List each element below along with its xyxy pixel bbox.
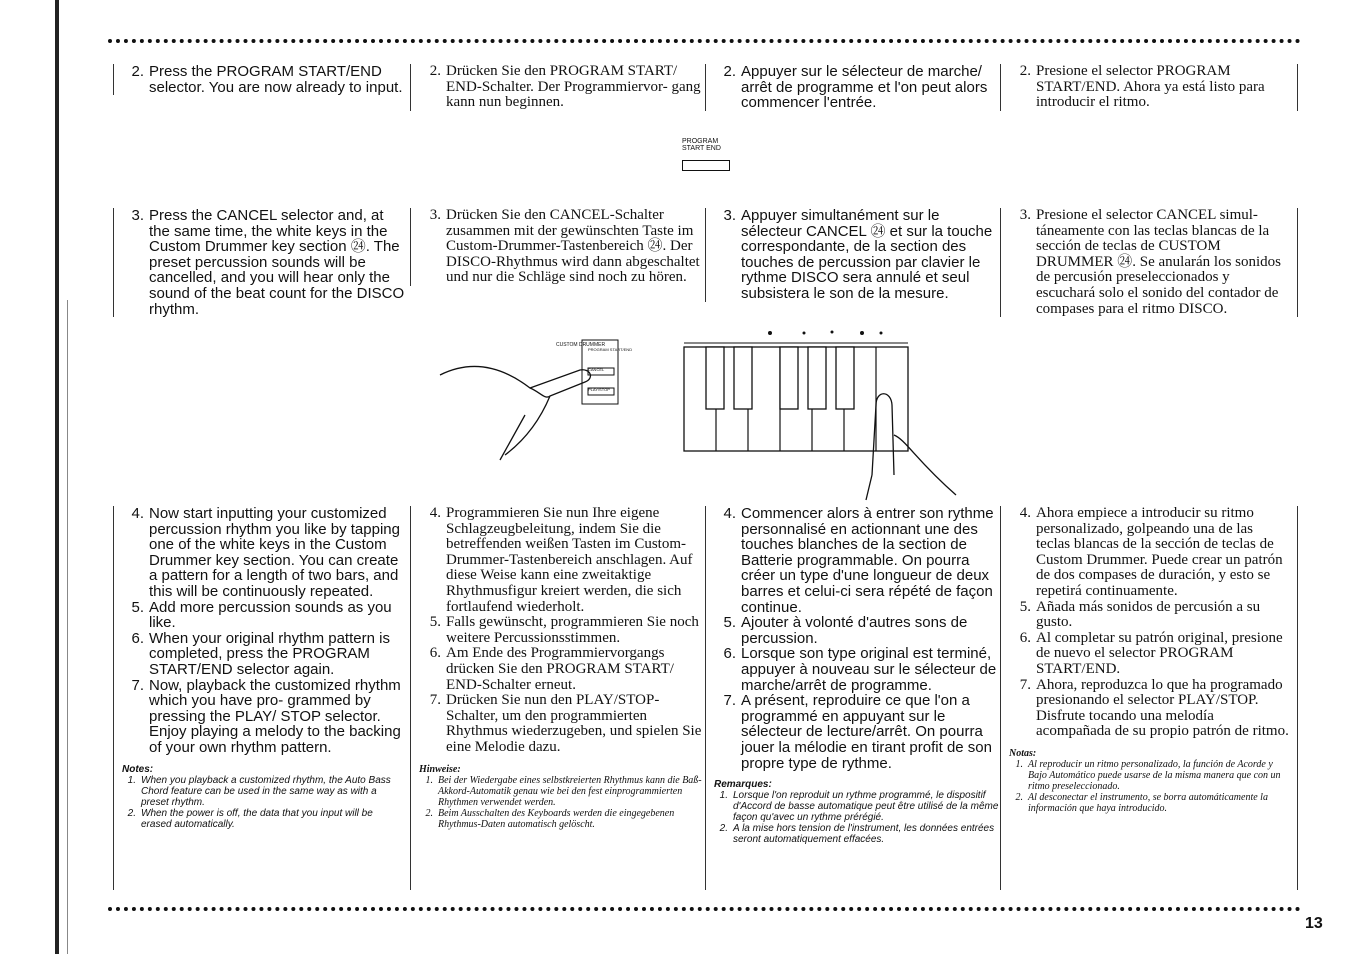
binding-edge xyxy=(55,0,59,954)
en-steps-4-7: 4. Now start inputting your customized percussion rhythm you like by tapping one of the white keys in the Custom Drummer key section. You can create a pattern for a length of two bars, and this will be continuously repeated. 5. Add more percussion sounds as you like. 6. When your original rhythm pattern is completed, press the PROGRAM START/END selector again. 7. Now, playback the customized rhythm which you have pro- grammed by pressing the PLAY/ STOP selector. Enjoy playing a melody to the backing of your own rhythm pattern. Notes: 1. When you playback a customized rhythm, the Auto Bass Chord feature can be used in the same way as with a preset rhythm. 2. When the power is off, the data that you input will be erased automatically. xyxy=(113,506,405,890)
de-steps-4-7: 4. Programmieren Sie nun Ihre eigene Schlagzeugbeleitung, indem Sie die betreffenden weißen Tasten im Custom-Drummer-Tastenbereich anschlagen. Auf diese Weise kann eine zweitaktige Rhythmusfigur kreiert werden, die sich fortlaufend wiederholt. 5. Falls gewünscht, programmieren Sie noch weitere Percussionsstimmen. 6. Am Ende des Programmiervorgangs drücken Sie den PROGRAM START/ END-Schalter erneut. 7. Drücken Sie nun den PLAY/STOP- Schalter, um den programmierten Rhythmus wiederzugeben, und spielen Sie eine Melodie dazu. Hinweise: 1. Bei der Wiedergabe eines selbstkreierten Rhythmus kann die Baß-Akkord-Automatik genau wie bei den fest einprogrammierten Rhythmen verwendet werden. 2. Beim Ausschalten des Keyboards werden die eingegebenen Rhythmus-Daten automatisch gelöscht. xyxy=(410,506,702,890)
fr-step-3: 3. Appuyer simultanément sur le sélecteur CANCEL ㉔ et sur la touche correspondante, de la section des touches de percussion par clavier le rythme DISCO sera annulé et seul subsistera le son de la mesure. xyxy=(705,208,999,302)
fr-step-2: 2. Appuyer sur le sélecteur de marche/ arrêt de programme et l'on peut alors commencer l'entrée. xyxy=(705,64,999,111)
binding-edge-line xyxy=(67,300,68,954)
es-step-2: 2. Presione el selector PROGRAM START/END. Ahora ya está listo para introducir el ritmo. xyxy=(1000,64,1298,111)
en-step-2: 2. Press the PROGRAM START/END selector. You are now already to input. xyxy=(113,64,405,95)
de-notes: Hinweise: 1. Bei der Wiedergabe eines selbstkreierten Rhythmus kann die Baß-Akkord-Automatik genau wie bei den fest einprogrammierten Rhythmen verwendet werden. 2. Beim Ausschalten des Keyboards werden die eingegebenen Rhythmus-Daten automatisch gelöscht. xyxy=(419,763,702,830)
en-notes: Notes: 1. When you playback a customized rhythm, the Auto Bass Chord feature can be used in the same way as with a preset rhythm. 2. When the power is off, the data that you input will be erased automatically. xyxy=(122,763,391,830)
program-start-end-button-drawing xyxy=(682,160,730,171)
es-notes: Notas: 1. Al reproducir un ritmo personalizado, la función de Acorde y Bajo Automático puede usarse de la misma manera que con un ritmo preseleccionado. 2. Al desconectar el instrumento, se borra automáticamente la información que haya introducido. xyxy=(1009,747,1281,814)
bottom-dotted-rule xyxy=(108,907,1301,911)
es-step-3: 3. Presione el selector CANCEL simul- táneamente con las teclas blancas de la sección de teclas de CUSTOM DRUMMER ㉔. Se anularán los sonidos de percusión preseleccionados y escuchará solo el sonido del contador de compases para el ritmo DISCO. xyxy=(1000,208,1298,317)
en-step-3: 3. Press the CANCEL selector and, at the same time, the white keys in the Custom Drummer key section ㉔. The preset percussion sounds will be cancelled, and you will hear only the sound of the beat count for the DISCO rhythm. xyxy=(113,208,405,317)
fr-steps-4-7: 4. Commencer alors à entrer son rythme personnalisé en actionnant une des touches blanches de la section de Batterie programmable. On pourra créer un type d'une longueur de deux barres et celui-ci sera répété de façon continue. 5. Ajouter à volonté d'autres sons de percussion. 6. Lorsque son type original est terminé, appuyer à nouveau sur le sélecteur de marche/arrêt de programme. 7. A présent, reproduire ce que l'on a programmé en appuyant sur le sélecteur de lecture/arrêt. On pourra jouer la mélodie en tirant profit de son propre type de rythme. Remarques: 1. Lorsque l'on reproduit un rythme programmé, le dispositif d'Accord de basse automatique peut être utilisé de la même façon qu'avec un rythme prérégié. 2. A la mise hors tension de l'instrument, les données entrées seront automatiquement effacées. xyxy=(705,506,999,890)
de-step-2: 2. Drücken Sie den PROGRAM START/ END-Schalter. Der Programmiervor- gang kann nun beginnen. xyxy=(410,64,702,111)
de-step-3: 3. Drücken Sie den CANCEL-Schalter zusammen mit der gewünschten Taste im Custom-Drummer-Tastenbereich ㉔. Der DISCO-Rhythmus wird dann abgeschaltet und nur die Schläge sind noch zu hören. xyxy=(410,208,702,286)
top-dotted-rule xyxy=(108,39,1301,43)
program-start-end-figure: PROGRAM START END xyxy=(678,138,738,174)
es-steps-4-7: 4. Ahora empiece a introducir su ritmo personalizado, golpeando una de las teclas blancas de la sección de teclas de Custom Drummer. Puede crear un patrón de dos compases de duración, y esto se repetirá continuamente. 5. Añada más sonidos de percusión a su gusto. 6. Al completar su patrón original, presione de nuevo el selector PROGRAM START/END. 7. Ahora, reproduzca lo que ha programado presionando el selector PLAY/STOP. Disfrute tocando una melodía acompañada de su propio patrón de ritmo. Notas: 1. Al reproducir un ritmo personalizado, la función de Acorde y Bajo Automático puede usarse de la misma manera que con un ritmo preseleccionado. 2. Al desconectar el instrumento, se borra automáticamente la información que haya introducido. xyxy=(1000,506,1298,890)
keyboard-keys-illustration xyxy=(676,325,966,505)
page-number: 13 xyxy=(1305,915,1323,932)
fr-notes: Remarques: 1. Lorsque l'on reproduit un rythme programmé, le dispositif d'Accord de basse automatique peut être utilisé de la même façon qu'avec un rythme prérégié. 2. A la mise hors tension de l'instrument, les données entrées seront automatiquement effacées. xyxy=(714,779,999,846)
